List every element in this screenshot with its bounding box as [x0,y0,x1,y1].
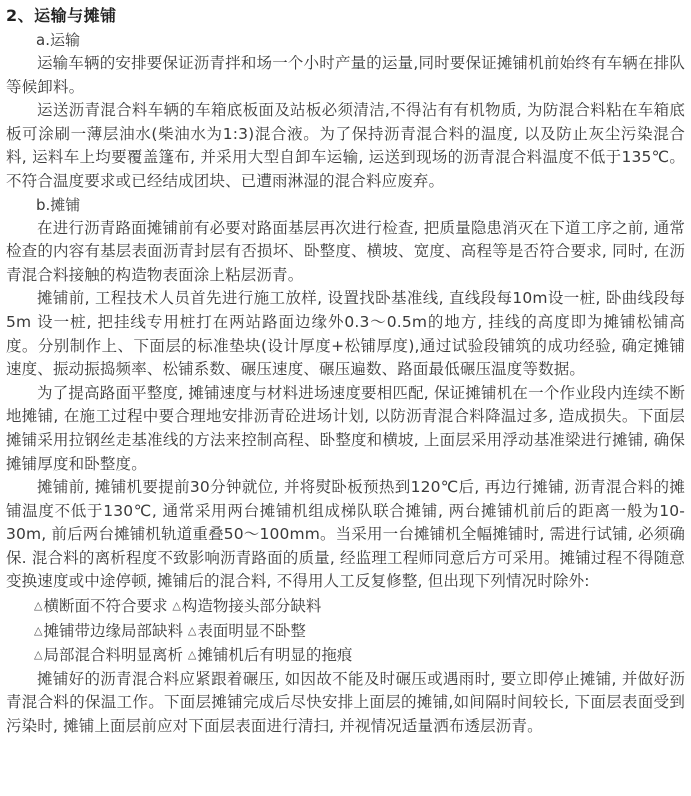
subheading-transport: a.运输 [36,31,80,49]
list-item [34,597,167,615]
list-item [188,622,306,640]
list-item-text: 局部混合料明显离析 [43,646,183,665]
exception-list-row [6,643,685,668]
triangle-icon: △ [34,599,43,613]
triangle-icon: △ [187,648,197,662]
paragraph: 摊铺好的沥青混合料应紧跟着碾压, 如因故不能及时碾压或遇雨时, 要立即停止摊铺, 并做好沥青混合料的保温工作。下面层摊铺完成后尽快安排上面层的摊铺,如间隔时间较长, 下面层表面受到污染时, 摊铺上面层前应对下面层表面进行清扫, 并视情况适量洒布透层沥青。 [6,669,685,736]
list-item [188,646,352,664]
triangle-icon: △ [34,648,43,662]
triangle-icon: △ [34,623,43,637]
list-item-text: 摊铺带边缘局部缺料 [43,621,183,640]
list-item [34,646,183,664]
triangle-icon: △ [172,599,181,613]
list-item-text: 构造物接头部分缺料 [181,597,322,616]
list-item-text: 摊铺机后有明显的拖痕 [197,646,353,665]
paragraph: 运送沥青混合料车辆的车箱底板面及站板必须清洁,不得沾有有机物质, 为防混合料粘在车箱底板可涂刷一薄层油水(柴油水为1:3)混合液。为了保持沥青混合料的温度, 以及防止灰尘污染混合料, 运料车上均要覆盖篷布, 并采用大型自卸车运输, 运送到现场的沥青混合料温度不低于135℃。不符合温度要求或已经结成团块、已遭雨淋湿的混合料应废弃。 [6,101,685,190]
triangle-icon: △ [187,623,197,637]
paragraph: 摊铺前, 工程技术人员首先进行施工放样, 设置找卧基准线, 直线段每10m设一桩, 卧曲线段每5m 设一桩, 把挂线专用桩打在两站路面边缘外0.3～0.5m的地方, 挂线的高度即为摊铺松铺高度。分别制作上、下面层的标准垫块(设计厚度+松铺厚度),通过试验段铺筑的成功经验, 确定摊铺速度、振动振捣频率、松铺系数、碾压速度、碾压遍数、路面最低碾压温度等数据。 [6,289,685,379]
list-item-text: 横断面不符合要求 [43,597,168,616]
section-title: 2、运输与摊铺 [6,6,117,25]
list-item-text: 表面明显不卧整 [197,621,306,640]
paragraph: 为了提高路面平整度, 摊铺速度与材料进场速度要相匹配, 保证摊铺机在一个作业段内连续不断地摊铺, 在施工过程中要合理地安排沥青砼进场计划, 以防沥青混合料降温过多, 造成损失。下面层摊铺采用拉钢丝走基准线的方法来控制高程、卧整度和横坡, 上面层采用浮动基准梁进行摊铺, 确保摊铺厚度和卧整度。 [6,383,685,473]
paragraph: 运输车辆的安排要保证沥青拌和场一个小时产量的运量,同时要保证摊铺机前始终有车辆在排队等候卸料。 [6,54,685,96]
exception-list-row [6,594,685,619]
subheading-paving: b.摊铺 [36,195,81,214]
paragraph: 摊铺前, 摊铺机要提前30分钟就位, 并将熨卧板预热到120℃后, 再边行摊铺, 沥青混合料的摊铺温度不低于130℃, 通常采用两台摊铺机组成梯队联合摊铺, 两台摊铺机前后的距离一般为10-30m, 前后两台摊铺机轨道重叠50～100mm。当采用一台摊铺机全幅摊铺时, 需进行试铺, 必须确保. 混合料的离析程度不致影响沥青路面的质量, 经监理工程师同意后方可采用。摊铺过程不得随意变换速度或中途停顿, 摊铺后的混合料, 不得用人工反复修整, 但出现下列情况时除外: [6,478,685,591]
exception-list-row [6,619,685,644]
list-item [172,597,321,615]
list-item [34,622,183,640]
paragraph: 在进行沥青路面摊铺前有必要对路面基层再次进行检查, 把质量隐患消灭在下道工序之前, 通常检查的内容有基层表面沥青封层有否损坏、卧整度、横坡、宽度、高程等是否符合要求, 同时, 在沥青混合料接触的构造物表面涂上粘层沥青。 [6,218,685,284]
